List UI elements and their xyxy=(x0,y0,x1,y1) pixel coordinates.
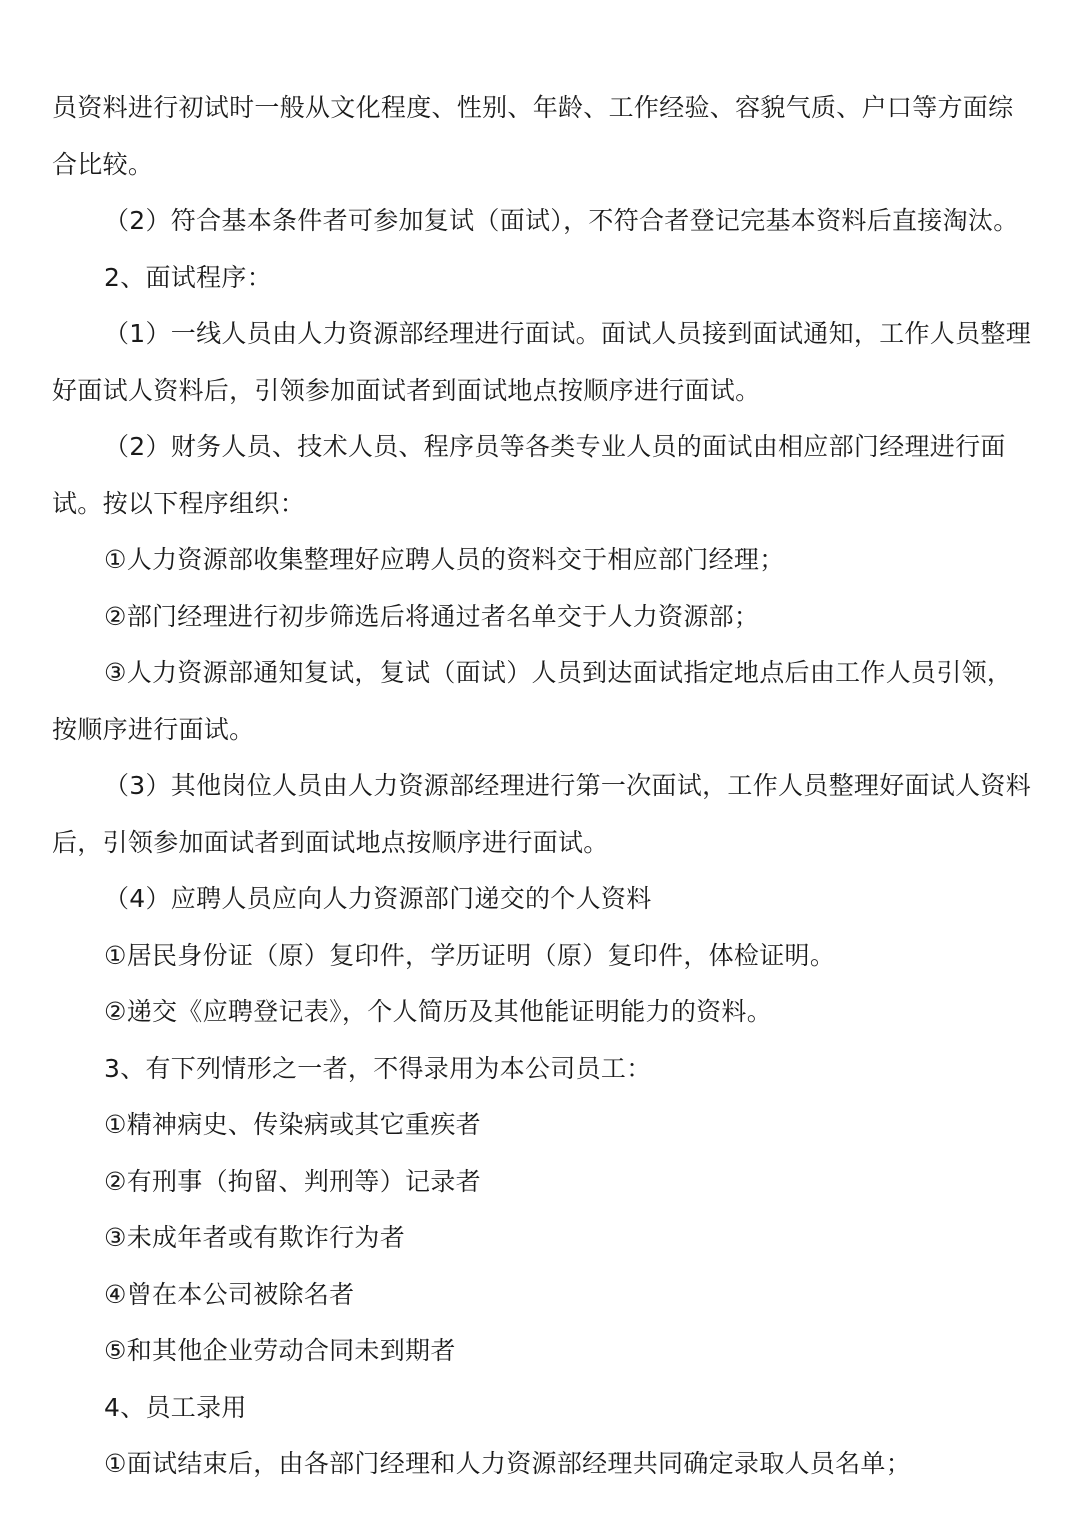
list-item-retest-notice: ③人力资源部通知复试，复试（面试）人员到达面试指定地点后由工作人员引领，按顺序进行面试。 xyxy=(52,658,1013,744)
paragraph-frontline-interview: （1）一线人员由人力资源部经理进行面试。面试人员接到面试通知，工作人员整理好面试人资料后，引领参加面试者到面试地点按顺序进行面试。 xyxy=(52,319,1032,405)
document-page xyxy=(52,80,1037,1493)
list-item-hiring-decision: ①面试结束后，由各部门经理和人力资源部经理共同确定录取人员名单； xyxy=(104,1449,912,1478)
list-item-application-form: ②递交《应聘登记表》，个人简历及其他能证明能力的资料。 xyxy=(104,997,773,1026)
list-item-disqualify-criminal-record: ②有刑事（拘留、判刑等）记录者 xyxy=(104,1166,481,1196)
paragraph-professional-interview: （2）财务人员、技术人员、程序员等各类专业人员的面试由相应部门经理进行面试。按以下程序组织： xyxy=(52,432,1006,518)
list-item-disqualify-minor-fraud: ③未成年者或有欺诈行为者 xyxy=(104,1223,406,1252)
paragraph-retest-eligibility: （2）符合基本条件者可参加复试（面试），不符合者登记完基本资料后直接淘汰。 xyxy=(104,206,1019,235)
heading-interview-procedure: 2、面试程序： xyxy=(104,262,273,292)
list-item-collect-materials: ①人力资源部收集整理好应聘人员的资料交于相应部门经理； xyxy=(104,545,785,574)
list-item-disqualify-dismissed: ④曾在本公司被除名者 xyxy=(104,1279,355,1309)
paragraph-initial-screening-criteria: 员资料进行初试时一般从文化程度、性别、年龄、工作经验、容貌气质、户口等方面综合比较。 xyxy=(52,93,1014,179)
heading-disqualification-conditions: 3、有下列情形之一者，不得录用为本公司员工： xyxy=(104,1053,652,1083)
paragraph-required-documents: （4）应聘人员应向人力资源部门递交的个人资料 xyxy=(104,884,652,913)
list-item-disqualify-illness: ①精神病史、传染病或其它重疾者 xyxy=(104,1110,481,1139)
list-item-disqualify-contract: ⑤和其他企业劳动合同未到期者 xyxy=(104,1336,456,1365)
list-item-manager-screening: ②部门经理进行初步筛选后将通过者名单交于人力资源部； xyxy=(104,601,760,631)
heading-employee-hiring: 4、员工录用 xyxy=(104,1392,247,1422)
paragraph-other-positions-interview: （3）其他岗位人员由人力资源部经理进行第一次面试，工作人员整理好面试人资料后，引领参加面试者到面试地点按顺序进行面试。 xyxy=(52,771,1032,857)
list-item-id-and-certificates: ①居民身份证（原）复印件，学历证明（原）复印件，体检证明。 xyxy=(104,940,836,970)
